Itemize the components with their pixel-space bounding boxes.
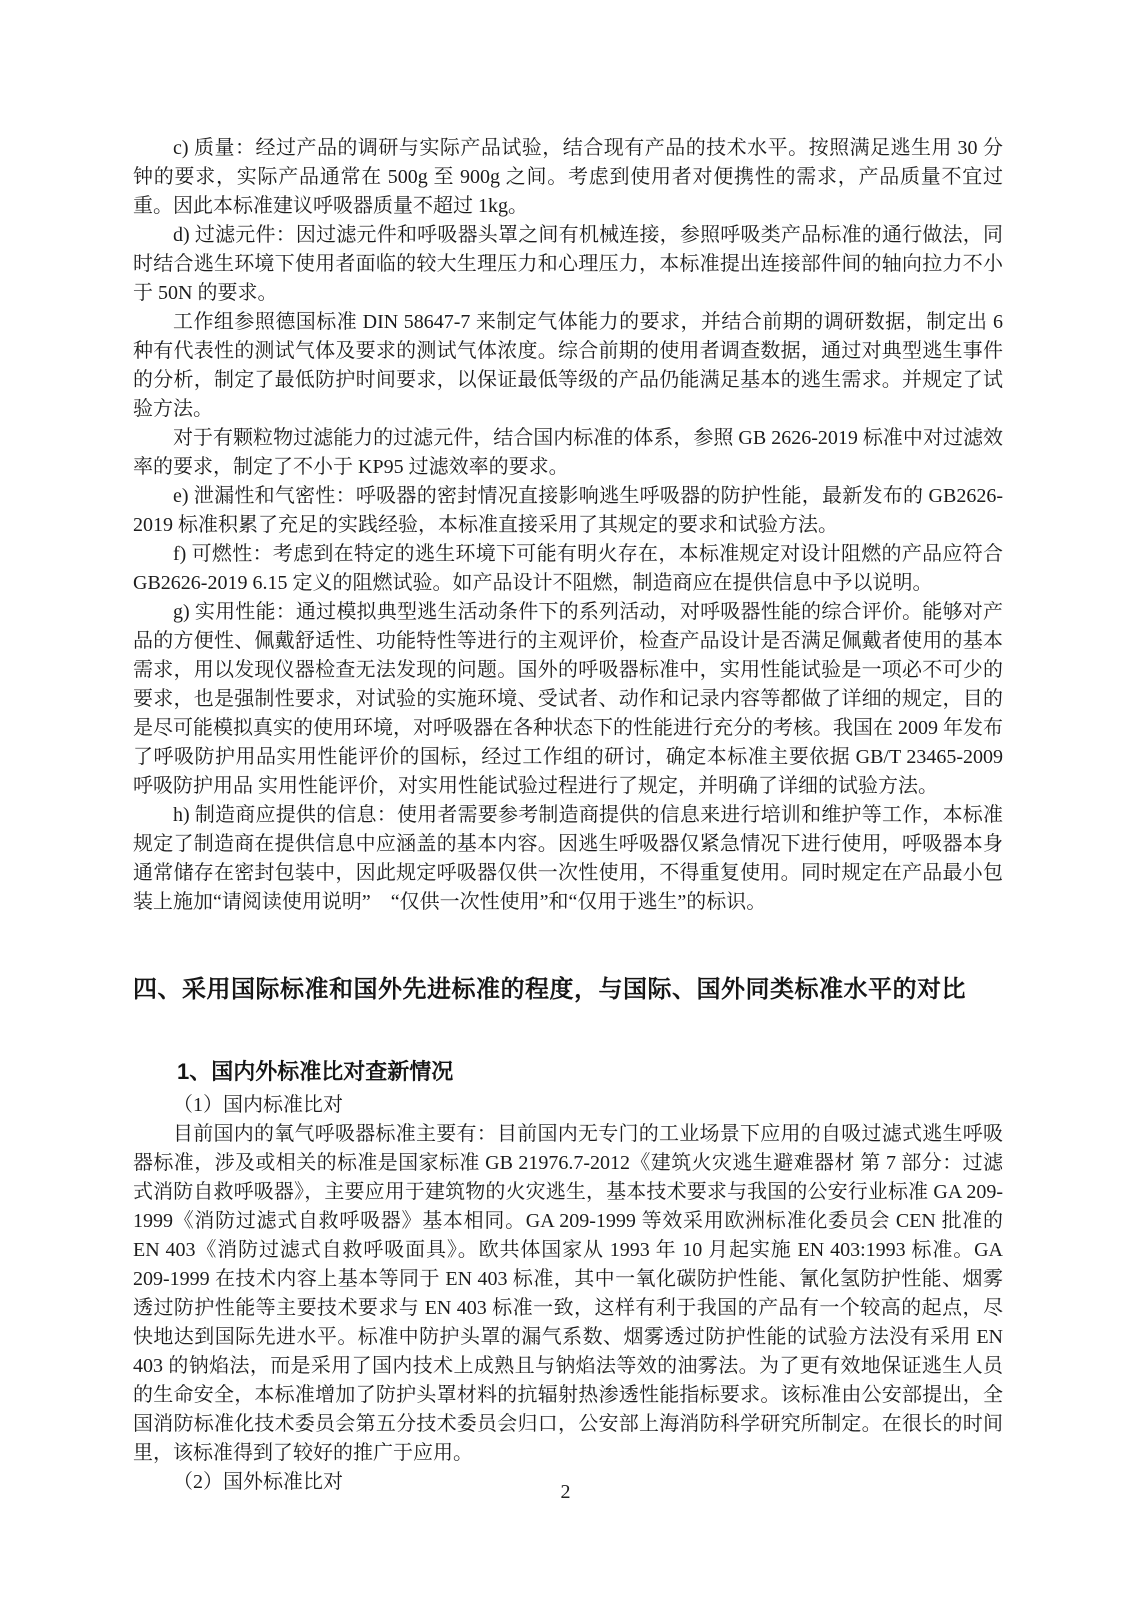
paragraph-particulate-filter: 对于有颗粒物过滤能力的过滤元件，结合国内标准的体系，参照 GB 2626-2019 标准中对过滤效率的要求，制定了不小于 KP95 过滤效率的要求。 <box>133 427 1003 478</box>
paragraph-item-g: g) 实用性能：通过模拟典型逃生活动条件下的系列活动，对呼吸器性能的综合评价。能够对产品的方便性、佩戴舒适性、功能特性等进行的主观评价，检查产品设计是否满足佩戴者使用的基本需求，用以发现仪器检查无法发现的问题。国外的呼吸器标准中，实用性能试验是一项必不可少的要求，也是强制性要求，对试验的实施环境、受试者、动作和记录内容等都做了详细的规定，目的是尽可能模拟真实的使用环境，对呼吸器在各种状态下的性能进行充分的考核。我国在 2009 年发布了呼吸防护用品实用性能评价的国标，经过工作组的研讨，确定本标准主要依据 GB/T 23465-2009 呼吸防护用品 实用性能评价，对实用性能试验过程进行了规定，并明确了详细的试验方法。 <box>133 601 1003 797</box>
section-heading: 四、采用国际标准和国外先进标准的程度，与国际、国外同类标准水平的对比 <box>133 976 966 1003</box>
subsection-heading: 1、国内外标准比对查新情况 <box>177 1059 454 1084</box>
paragraph-item-d: d) 过滤元件：因过滤元件和呼吸器头罩之间有机械连接，参照呼吸类产品标准的通行做法，同时结合逃生环境下使用者面临的较大生理压力和心理压力，本标准提出连接部件间的轴向拉力不小于 50N 的要求。 <box>133 224 1003 304</box>
paragraph-item-c: c) 质量：经过产品的调研与实际产品试验，结合现有产品的技术水平。按照满足逃生用 30 分钟的要求，实际产品通常在 500g 至 900g 之间。考虑到使用者对便携性的需求，产品质量不宜过重。因此本标准建议呼吸器质量不超过 1kg。 <box>133 137 1003 217</box>
list-item-domestic-comparison: （1）国内标准比对 <box>173 1094 343 1116</box>
paragraph-item-e: e) 泄漏性和气密性：呼吸器的密封情况直接影响逃生呼吸器的防护性能，最新发布的 GB2626-2019 标准积累了充足的实践经验，本标准直接采用了其规定的要求和试验方法。 <box>133 485 1003 536</box>
paragraph-domestic-comparison-body: 目前国内的氧气呼吸器标准主要有：目前国内无专门的工业场景下应用的自吸过滤式逃生呼吸器标准，涉及或相关的标准是国家标准 GB 21976.7-2012《建筑火灾逃生避难器材 第 7 部分：过滤式消防自救呼吸器》，主要应用于建筑物的火灾逃生，基本技术要求与我国的公安行业标准 GA 209-1999《消防过滤式自救呼吸器》基本相同。GA 209-1999 等效采用欧洲标准化委员会 CEN 批准的 EN 403《消防过滤式自救呼吸面具》。欧共体国家从 1993 年 10 月起实施 EN 403:1993 标准。GA 209-1999 在技术内容上基本等同于 EN 403 标准，其中一氧化碳防护性能、氰化氢防护性能、烟雾透过防护性能等主要技术要求与 EN 403 标准一致，这样有利于我国的产品有一个较高的起点，尽快地达到国际先进水平。标准中防护头罩的漏气系数、烟雾透过防护性能的试验方法没有采用 EN 403 的钠焰法，而是采用了国内技术上成熟且与钠焰法等效的油雾法。为了更有效地保证逃生人员的生命安全，本标准增加了防护头罩材料的抗辐射热渗透性能指标要求。该标准由公安部提出，全国消防标准化技术委员会第五分技术委员会归口，公安部上海消防科学研究所制定。在很长的时间里，该标准得到了较好的推广于应用。 <box>133 1123 1003 1464</box>
list-item-foreign-comparison: （2）国外标准比对 <box>173 1471 343 1493</box>
paragraph-item-h: h) 制造商应提供的信息：使用者需要参考制造商提供的信息来进行培训和维护等工作，本标准规定了制造商在提供信息中应涵盖的基本内容。因逃生呼吸器仅紧急情况下进行使用，呼吸器本身通常储存在密封包装中，因此规定呼吸器仅供一次性使用，不得重复使用。同时规定在产品最小包装上施加“请阅读使用说明” “仅供一次性使用”和“仅用于逃生”的标识。 <box>133 804 1003 913</box>
page-number: 2 <box>560 1481 571 1503</box>
paragraph-workgroup-gas-capacity: 工作组参照德国标准 DIN 58647-7 来制定气体能力的要求，并结合前期的调研数据，制定出 6 种有代表性的测试气体及要求的测试气体浓度。综合前期的使用者调查数据，通过对典型逃生事件的分析，制定了最低防护时间要求，以保证最低等级的产品仍能满足基本的逃生需求。并规定了试验方法。 <box>133 311 1003 420</box>
document-content <box>133 134 1003 1497</box>
paragraph-item-f: f) 可燃性：考虑到在特定的逃生环境下可能有明火存在，本标准规定对设计阻燃的产品应符合 GB2626-2019 6.15 定义的阻燃试验。如产品设计不阻燃，制造商应在提供信息中予以说明。 <box>133 543 1003 594</box>
